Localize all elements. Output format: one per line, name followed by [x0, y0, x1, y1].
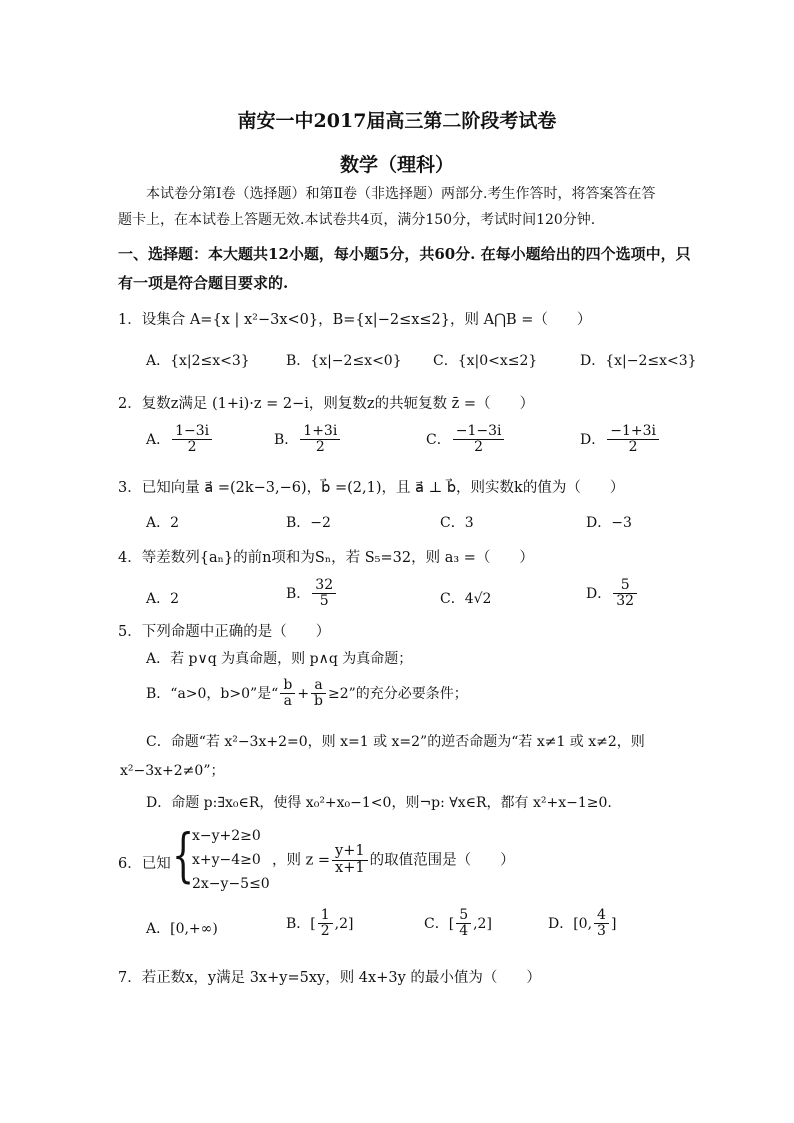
numerator: −1+3i [607, 424, 659, 440]
numerator: 1+3i [300, 424, 340, 440]
numerator: 32 [312, 578, 336, 594]
numerator: 1−3i [172, 424, 212, 440]
question-6-option-a: A．[0,+∞) [146, 921, 218, 937]
question-6-option-d [548, 908, 616, 940]
question-4-option-d [586, 578, 639, 610]
denominator: 5 [319, 593, 329, 610]
denominator: b [314, 693, 324, 710]
left-brace-icon: { [172, 821, 195, 889]
numerator: 4 [594, 908, 609, 924]
question-2-stem: 2．复数z满足 (1+i)·z = 2−i，则复数z的共轭复数 z̄ =（ ） [118, 396, 535, 412]
fraction [607, 424, 659, 456]
exam-title: 南安一中2017届高三第二阶段考试卷 [237, 110, 557, 132]
option-label: A． [146, 431, 171, 448]
question-6-tail: 的取值范围是（ ） [369, 852, 515, 869]
question-7-stem: 7．若正数x，y满足 3x+y=5xy，则 4x+3y 的最小值为（ ） [118, 970, 541, 986]
numerator: a [311, 678, 326, 694]
numerator: 5 [613, 578, 637, 594]
section-heading-line-2: 有一项是符合题目要求的. [118, 274, 289, 292]
denominator: 4 [459, 923, 469, 940]
question-5-option-b [146, 678, 468, 710]
fraction [456, 908, 471, 940]
question-4-option-b [286, 578, 338, 610]
question-5-stem: 5．下列命题中正确的是（ ） [118, 624, 331, 640]
question-2-option-d [580, 424, 661, 456]
denominator: 3 [597, 923, 606, 940]
numerator: −1−3i [453, 424, 505, 440]
denominator: 2 [474, 439, 484, 456]
question-3-stem: 3．已知向量 a⃗ =(2k−3,−6)，b⃗ =(2,1)，且 a⃗ ⊥ b⃗，则实数k的值为（ ） [118, 480, 625, 496]
option-tail: ,2] [473, 915, 492, 932]
question-2-option-b [274, 424, 342, 456]
section-heading-line-1: 一、选择题：本大题共12小题，每小题5分，共60分. 在每小题给出的四个选项中，只 [118, 245, 691, 263]
constraint-1: x−y+2≥0 [192, 828, 261, 844]
numerator: 1 [318, 908, 333, 924]
question-5-option-c-line-1: C．命题“若 x²−3x+2=0，则 x=1 或 x=2”的逆否命题为“若 x≠1 或 x≠2，则 [146, 734, 645, 750]
fraction [311, 678, 326, 710]
z-equals: ，则 z = [272, 852, 331, 869]
fraction [312, 578, 336, 610]
question-1-option-d: D．{x|−2≤x<3} [580, 353, 697, 369]
numerator: y+1 [332, 844, 368, 861]
option-label: B． [286, 585, 311, 602]
question-6-expression [272, 844, 515, 877]
question-4-option-c: C．4√2 [440, 591, 492, 607]
fraction [453, 424, 505, 456]
question-1-stem: 1．设集合 A={x | x²−3x<0}，B={x|−2≤x≤2}，则 A⋂B =（ ） [118, 312, 592, 328]
option-tail: ] [610, 915, 617, 932]
fraction [332, 844, 368, 877]
constraint-system [172, 821, 272, 896]
option-label: C．[ [424, 915, 455, 932]
denominator: 2 [628, 439, 638, 456]
denominator: 32 [616, 593, 635, 610]
question-5-option-c-line-2: x²−3x+2≠0”； [120, 763, 225, 779]
denominator: 2 [320, 923, 330, 940]
option-b-prefix: B．“a>0，b>0”是“ [146, 685, 279, 702]
question-1-option-a: A．{x|2≤x<3} [146, 353, 250, 369]
question-4-stem: 4．等差数列{aₙ}的前n项和为Sₙ，若 S₅=32，则 a₃ =（ ） [118, 550, 534, 566]
fraction [594, 908, 609, 940]
denominator: 2 [315, 439, 325, 456]
question-5-option-a: A．若 p∨q 为真命题，则 p∧q 为真命题； [146, 651, 413, 667]
plus-sign: + [297, 685, 310, 702]
fraction [300, 424, 340, 456]
option-label: B．[ [286, 915, 316, 932]
question-2-option-a [146, 424, 214, 456]
option-label: B． [274, 431, 299, 448]
question-1-option-b: B．{x|−2≤x<0} [286, 353, 402, 369]
question-5-option-d: D．命题 p:∃x₀∈R，使得 x₀²+x₀−1<0，则¬p: ∀x∈R，都有 x²+x−1≥0. [146, 795, 612, 811]
option-tail: ,2] [334, 915, 354, 932]
option-b-suffix: ≥2”的充分必要条件； [328, 685, 468, 702]
option-label: D． [586, 585, 612, 602]
question-3-option-d: D．−3 [586, 515, 632, 531]
option-label: C． [426, 431, 451, 448]
exam-subtitle: 数学（理科） [339, 154, 454, 176]
question-1-option-c: C．{x|0<x≤2} [433, 353, 538, 369]
question-6-option-c [424, 908, 492, 940]
question-6-lead: 6．已知 [118, 856, 171, 872]
fraction [318, 908, 333, 940]
denominator: x+1 [335, 859, 365, 876]
question-3-option-a: A．2 [146, 515, 180, 531]
question-6-option-b [286, 908, 354, 940]
intro-line-2: 题卡上，在本试卷上答题无效.本试卷共4页，满分150分，考试时间120分钟. [118, 212, 596, 228]
fraction [172, 424, 212, 456]
constraint-2: x+y−4≥0 [192, 852, 261, 868]
intro-line-1: 本试卷分第Ⅰ卷（选择题）和第Ⅱ卷（非选择题）两部分.考生作答时，将答案答在答 [146, 186, 656, 202]
numerator: b [280, 678, 295, 694]
option-label: D． [580, 431, 606, 448]
denominator: 2 [187, 439, 197, 456]
question-3-option-b: B．−2 [286, 515, 331, 531]
question-3-option-c: C．3 [440, 515, 474, 531]
denominator: a [283, 693, 292, 710]
numerator: 5 [456, 908, 471, 924]
constraint-3: 2x−y−5≤0 [192, 876, 270, 892]
fraction [280, 678, 295, 710]
option-label: D．[0, [548, 915, 593, 932]
question-2-option-c [426, 424, 506, 456]
fraction [613, 578, 637, 610]
question-4-option-a: A．2 [146, 591, 180, 607]
